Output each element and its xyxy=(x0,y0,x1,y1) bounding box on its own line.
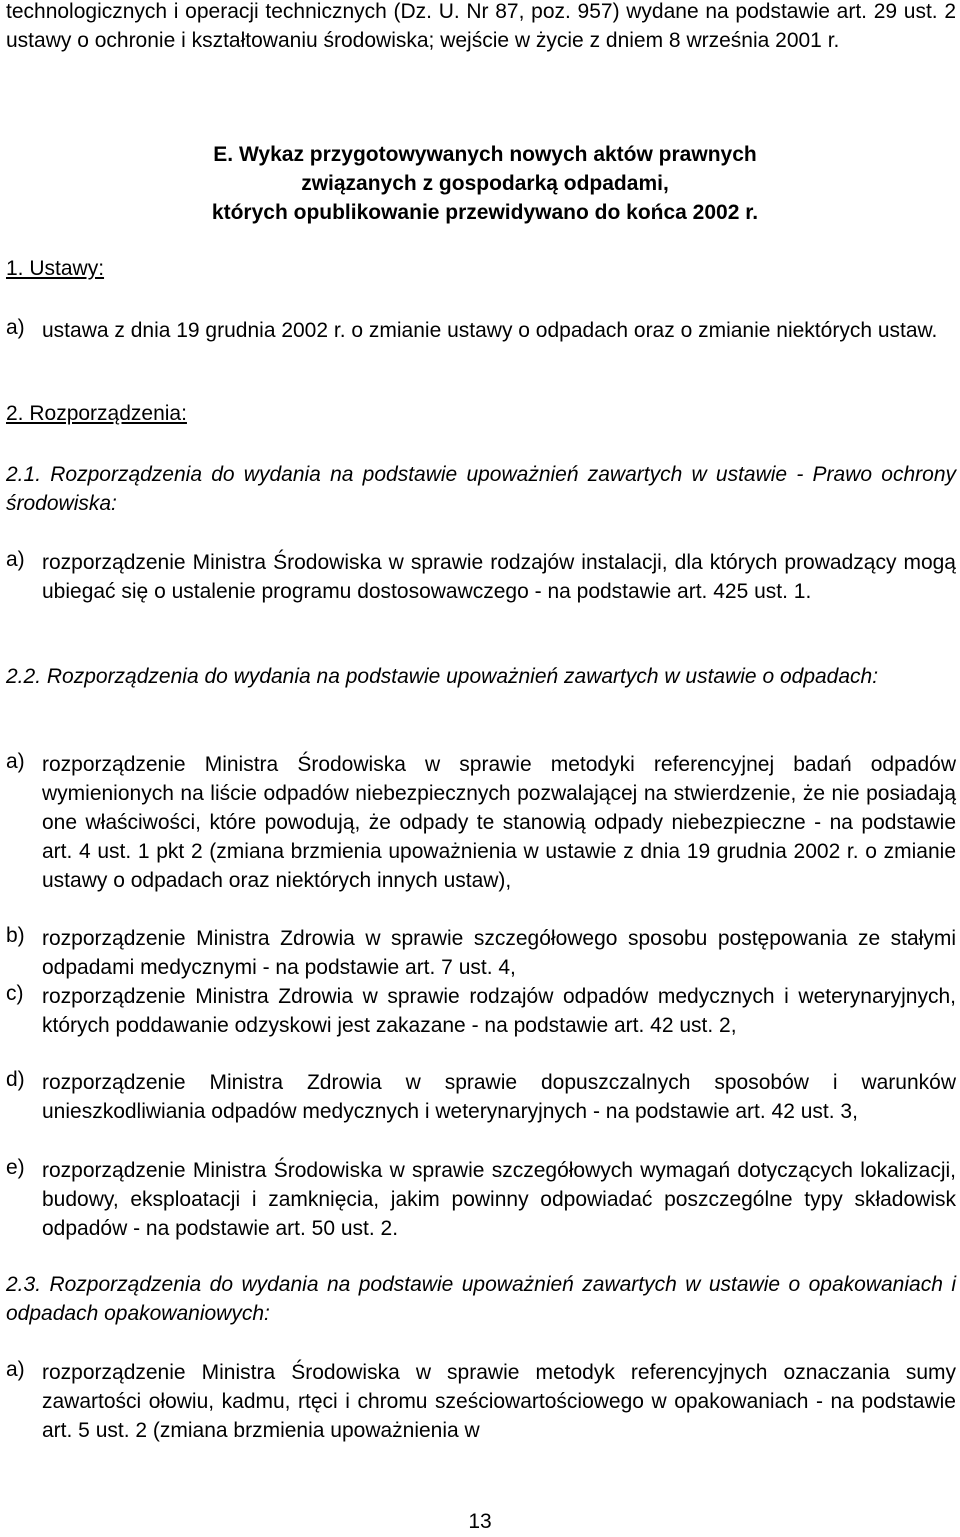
list-label: e) xyxy=(6,1156,25,1179)
list-label: a) xyxy=(6,1358,25,1381)
list-text: ustawa z dnia 19 grudnia 2002 r. o zmianie ustawy o odpadach oraz o zmianie niektórych ustaw. xyxy=(42,319,938,342)
list-item xyxy=(6,1358,956,1445)
subsection-2-1-title: 2.1. Rozporządzenia do wydania na podstawie upoważnień zawartych w ustawie - Prawo ochrony środowiska: xyxy=(6,463,956,515)
list-item xyxy=(6,982,956,1040)
section-1-title: 1. Ustawy: xyxy=(6,257,105,280)
section-2-title: 2. Rozporządzenia: xyxy=(6,402,187,425)
list-label: a) xyxy=(6,548,25,571)
heading-line-3: których opublikowanie przewidywano do końca 2002 r. xyxy=(211,201,759,224)
page-number: 13 xyxy=(468,1510,492,1533)
list-text: rozporządzenie Ministra Środowiska w sprawie metodyk referencyjnych oznaczania sumy zawartości ołowiu, kadmu, rtęci i chromu sześciowartościowego w opakowaniach - na podstawie art. 5 ust. 2 (zmiana brzmienia upoważnienia w xyxy=(42,1361,956,1442)
subsection-2-2-title: 2.2. Rozporządzenia do wydania na podstawie upoważnień zawartych w ustawie o odpadach: xyxy=(6,665,879,688)
intro-paragraph: technologicznych i operacji technicznych (Dz. U. Nr 87, poz. 957) wydane na podstawie art. 29 ust. 2 ustawy o ochronie i kształtowaniu środowiska; wejście w życie z dniem 8 września 2001 r. xyxy=(6,0,956,52)
list-label: a) xyxy=(6,316,25,339)
heading-line-2: związanych z gospodarką odpadami, xyxy=(301,172,669,195)
list-item xyxy=(6,1156,956,1243)
list-item xyxy=(6,1068,956,1126)
list-item xyxy=(6,316,956,345)
subsection-2-3-title: 2.3. Rozporządzenia do wydania na podstawie upoważnień zawartych w ustawie o opakowaniach i odpadach opakowaniowych: xyxy=(6,1273,956,1325)
list-text: rozporządzenie Ministra Zdrowia w sprawie dopuszczalnych sposobów i warunków unieszkodliwiania odpadów medycznych i weterynaryjnych - na podstawie art. 42 ust. 3, xyxy=(42,1071,956,1123)
list-item xyxy=(6,548,956,606)
list-label: b) xyxy=(6,924,25,947)
list-text: rozporządzenie Ministra Środowiska w sprawie metodyki referencyjnej badań odpadów wymienionych na liście odpadów niebezpiecznych pozwalającej na stwierdzenie, że nie posiadają one właściwości, które powodują, że odpady te stanowią odpady niebezpieczne - na podstawie art. 4 ust. 1 pkt 2 (zmiana brzmienia upoważnienia w ustawie z dnia 19 grudnia 2002 r. o zmianie ustawy o odpadach oraz niektórych innych ustaw), xyxy=(42,753,956,892)
list-label: a) xyxy=(6,750,25,773)
section-heading xyxy=(150,140,820,227)
list-item xyxy=(6,924,956,982)
list-text: rozporządzenie Ministra Zdrowia w sprawie szczegółowego sposobu postępowania ze stałymi odpadami medycznymi - na podstawie art. 7 ust. 4, xyxy=(42,927,956,979)
list-label: d) xyxy=(6,1068,25,1091)
list-item xyxy=(6,750,956,895)
list-text: rozporządzenie Ministra Środowiska w sprawie rodzajów instalacji, dla których prowadzący mogą ubiegać się o ustalenie programu dostosowawczego - na podstawie art. 425 ust. 1. xyxy=(42,551,956,603)
list-text: rozporządzenie Ministra Zdrowia w sprawie rodzajów odpadów medycznych i weterynaryjnych, których poddawanie odzyskowi jest zakazane - na podstawie art. 42 ust. 2, xyxy=(42,985,956,1037)
list-text: rozporządzenie Ministra Środowiska w sprawie szczegółowych wymagań dotyczących lokalizacji, budowy, eksploatacji i zamknięcia, jakim powinny odpowiadać poszczególne typy składowisk odpadów - na podstawie art. 50 ust. 2. xyxy=(42,1159,956,1240)
heading-line-1: E. Wykaz przygotowywanych nowych aktów prawnych xyxy=(213,143,757,166)
list-label: c) xyxy=(6,982,24,1005)
